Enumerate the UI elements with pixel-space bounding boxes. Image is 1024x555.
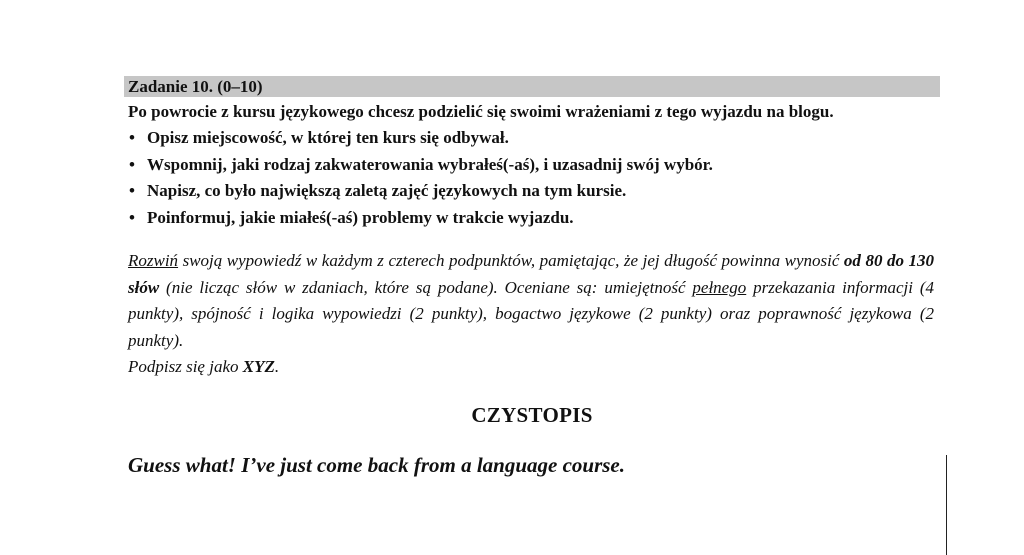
instructions-sign-suffix: . — [274, 357, 280, 376]
exam-page — [124, 76, 940, 478]
clean-copy-title: CZYSTOPIS — [471, 402, 593, 427]
instructions-sign-name: XYZ — [242, 357, 275, 376]
instructions-text-3: przekazania informacji (4 punkty), spójność i logika wypowiedzi (2 punkty), bogactwo językowe (2 punkty) oraz poprawność językowa (2 punkty). — [128, 277, 935, 350]
instructions-word-count: od 80 do 130 słów — [128, 251, 935, 297]
instructions-rozwin: Rozwiń — [128, 251, 179, 270]
margin-line — [946, 455, 947, 555]
opening-line: Guess what! I’ve just come back from a language course. — [128, 452, 626, 477]
instructions-pelnego: pełnego — [692, 277, 747, 297]
task-bullet-accommodation: • Wspomnij, jaki rodzaj zakwaterowania wybrałeś(-aś), i uzasadnij swój wybór. — [128, 152, 940, 179]
task-bullet-location: • Opisz miejscowość, w której ten kurs się odbywał. — [128, 125, 940, 152]
instructions-paragraph — [124, 248, 940, 381]
instructions-sign-prefix: Podpisz się jako — [128, 357, 243, 376]
task-bullet-problems: • Poinformuj, jakie miałeś(-aś) problemy w trakcie wyjazdu. — [128, 205, 940, 232]
task-header: Zadanie 10. (0–10) — [124, 76, 940, 97]
task-prompt: Po powrocie z kursu językowego chcesz podzielić się swoimi wrażeniami z tego wyjazdu na blogu. — [128, 102, 834, 121]
instructions-text-1: swoją wypowiedź w każdym z czterech podpunktów, pamiętając, że jej długość powinna wynosić — [178, 251, 844, 270]
instructions-text-2: (nie licząc słów w zdaniach, które są podane). Oceniane są: umiejętność — [159, 277, 693, 297]
task-bullet-list — [124, 125, 940, 231]
task-bullet-classes: • Napisz, co było największą zaletą zajęć językowych na tym kursie. — [128, 178, 940, 205]
